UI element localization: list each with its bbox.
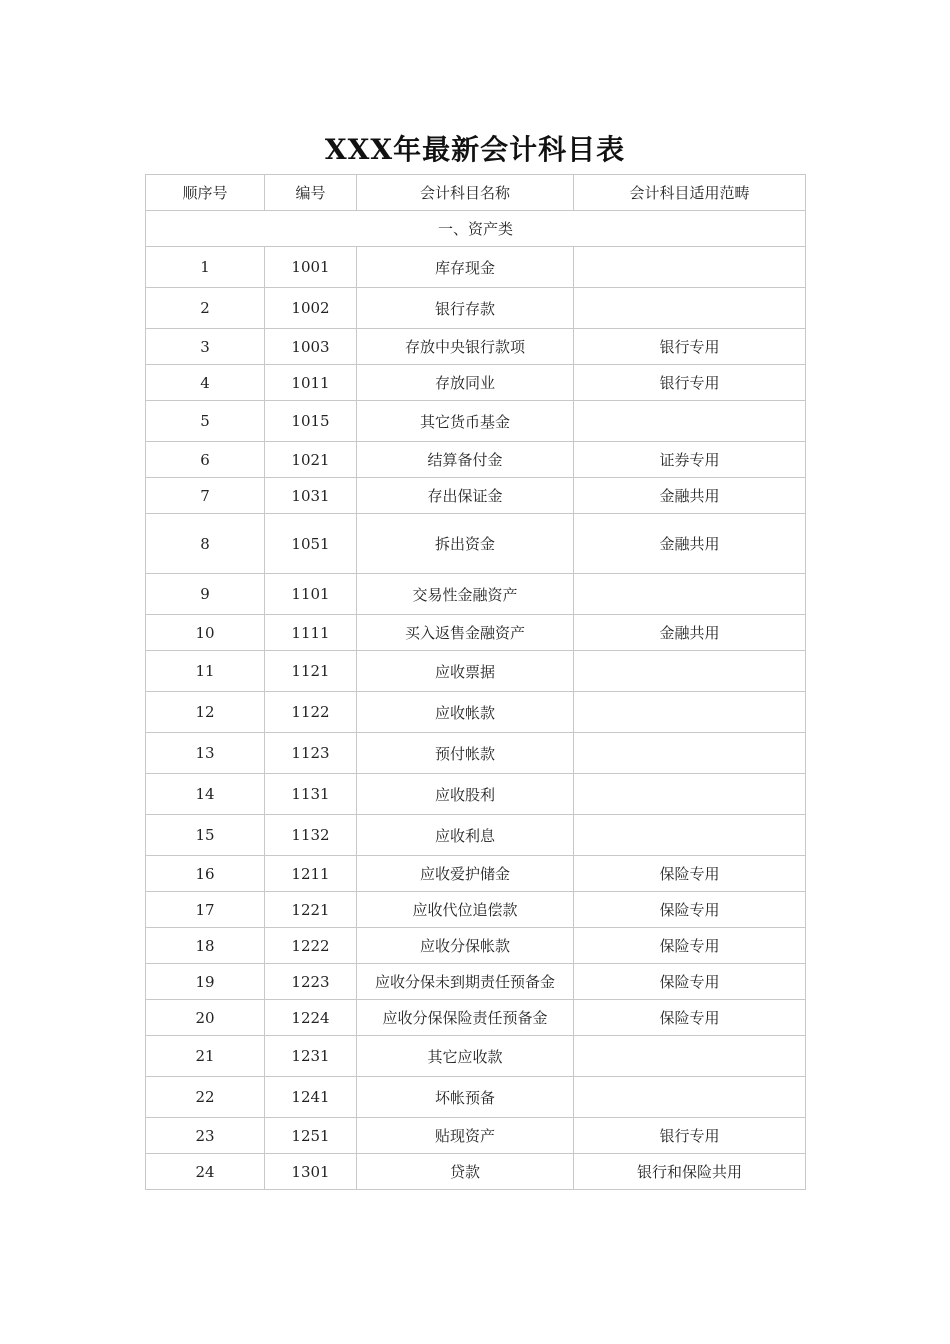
cell-scope xyxy=(574,288,806,329)
table-row xyxy=(146,329,806,365)
table-row xyxy=(146,1000,806,1036)
cell-code: 1132 xyxy=(265,815,357,856)
table-row xyxy=(146,365,806,401)
cell-name: 坏帐预备 xyxy=(357,1077,574,1118)
cell-code: 1241 xyxy=(265,1077,357,1118)
cell-code: 1123 xyxy=(265,733,357,774)
cell-seq: 7 xyxy=(146,478,265,514)
table-row xyxy=(146,247,806,288)
cell-code: 1301 xyxy=(265,1154,357,1190)
cell-seq: 6 xyxy=(146,442,265,478)
cell-seq: 24 xyxy=(146,1154,265,1190)
table-row xyxy=(146,651,806,692)
cell-seq: 19 xyxy=(146,964,265,1000)
cell-name: 应收分保帐款 xyxy=(357,928,574,964)
header-scope: 会计科目适用范畴 xyxy=(574,175,806,211)
cell-seq: 16 xyxy=(146,856,265,892)
table-row xyxy=(146,892,806,928)
cell-name: 其它应收款 xyxy=(357,1036,574,1077)
cell-seq: 18 xyxy=(146,928,265,964)
cell-name: 应收分保保险责任预备金 xyxy=(357,1000,574,1036)
cell-seq: 23 xyxy=(146,1118,265,1154)
cell-scope xyxy=(574,733,806,774)
cell-code: 1122 xyxy=(265,692,357,733)
table-row xyxy=(146,733,806,774)
cell-seq: 11 xyxy=(146,651,265,692)
table-row xyxy=(146,288,806,329)
cell-name: 交易性金融资产 xyxy=(357,574,574,615)
cell-seq: 1 xyxy=(146,247,265,288)
cell-code: 1021 xyxy=(265,442,357,478)
table-row xyxy=(146,574,806,615)
cell-code: 1111 xyxy=(265,615,357,651)
cell-name: 存放同业 xyxy=(357,365,574,401)
cell-seq: 4 xyxy=(146,365,265,401)
table-row xyxy=(146,692,806,733)
table-row xyxy=(146,856,806,892)
accounts-table xyxy=(145,174,806,1190)
section-row xyxy=(146,211,806,247)
cell-name: 库存现金 xyxy=(357,247,574,288)
cell-scope: 银行专用 xyxy=(574,1118,806,1154)
cell-seq: 21 xyxy=(146,1036,265,1077)
cell-scope: 金融共用 xyxy=(574,478,806,514)
cell-name: 应收帐款 xyxy=(357,692,574,733)
cell-name: 存放中央银行款项 xyxy=(357,329,574,365)
cell-name: 拆出资金 xyxy=(357,514,574,574)
cell-name: 银行存款 xyxy=(357,288,574,329)
cell-scope: 银行专用 xyxy=(574,329,806,365)
cell-scope xyxy=(574,401,806,442)
cell-scope xyxy=(574,774,806,815)
header-seq: 顺序号 xyxy=(146,175,265,211)
cell-scope xyxy=(574,651,806,692)
cell-name: 应收股利 xyxy=(357,774,574,815)
cell-seq: 9 xyxy=(146,574,265,615)
cell-seq: 8 xyxy=(146,514,265,574)
cell-name: 买入返售金融资产 xyxy=(357,615,574,651)
cell-scope: 银行专用 xyxy=(574,365,806,401)
cell-seq: 15 xyxy=(146,815,265,856)
table-row xyxy=(146,928,806,964)
table-row xyxy=(146,401,806,442)
cell-code: 1211 xyxy=(265,856,357,892)
cell-name: 应收票据 xyxy=(357,651,574,692)
cell-code: 1222 xyxy=(265,928,357,964)
header-name: 会计科目名称 xyxy=(357,175,574,211)
table-row xyxy=(146,1118,806,1154)
cell-seq: 3 xyxy=(146,329,265,365)
cell-scope: 保险专用 xyxy=(574,1000,806,1036)
table-row xyxy=(146,615,806,651)
cell-name: 贴现资产 xyxy=(357,1118,574,1154)
cell-scope: 保险专用 xyxy=(574,892,806,928)
cell-seq: 17 xyxy=(146,892,265,928)
cell-code: 1231 xyxy=(265,1036,357,1077)
table-row xyxy=(146,815,806,856)
cell-name: 预付帐款 xyxy=(357,733,574,774)
table-row xyxy=(146,514,806,574)
table-row xyxy=(146,1036,806,1077)
cell-code: 1051 xyxy=(265,514,357,574)
cell-code: 1101 xyxy=(265,574,357,615)
cell-seq: 22 xyxy=(146,1077,265,1118)
table-row xyxy=(146,478,806,514)
table-row xyxy=(146,1077,806,1118)
header-code: 编号 xyxy=(265,175,357,211)
cell-code: 1003 xyxy=(265,329,357,365)
cell-seq: 14 xyxy=(146,774,265,815)
cell-code: 1251 xyxy=(265,1118,357,1154)
cell-code: 1001 xyxy=(265,247,357,288)
table-header-row xyxy=(146,175,806,211)
cell-seq: 13 xyxy=(146,733,265,774)
cell-code: 1015 xyxy=(265,401,357,442)
cell-seq: 5 xyxy=(146,401,265,442)
cell-seq: 12 xyxy=(146,692,265,733)
cell-name: 应收利息 xyxy=(357,815,574,856)
cell-scope xyxy=(574,574,806,615)
cell-name: 结算备付金 xyxy=(357,442,574,478)
cell-scope xyxy=(574,1036,806,1077)
cell-scope xyxy=(574,1077,806,1118)
cell-scope: 证券专用 xyxy=(574,442,806,478)
cell-name: 应收分保未到期责任预备金 xyxy=(357,964,574,1000)
cell-code: 1031 xyxy=(265,478,357,514)
page-title: XXX年最新会计科目表 xyxy=(324,133,626,166)
cell-seq: 20 xyxy=(146,1000,265,1036)
cell-seq: 10 xyxy=(146,615,265,651)
cell-name: 应收代位追偿款 xyxy=(357,892,574,928)
cell-scope: 保险专用 xyxy=(574,964,806,1000)
cell-name: 应收爱护储金 xyxy=(357,856,574,892)
cell-seq: 2 xyxy=(146,288,265,329)
table-row xyxy=(146,442,806,478)
cell-scope: 金融共用 xyxy=(574,514,806,574)
cell-code: 1223 xyxy=(265,964,357,1000)
cell-name: 存出保证金 xyxy=(357,478,574,514)
cell-scope xyxy=(574,247,806,288)
cell-name: 贷款 xyxy=(357,1154,574,1190)
cell-code: 1002 xyxy=(265,288,357,329)
cell-scope xyxy=(574,692,806,733)
table-row xyxy=(146,964,806,1000)
table-row xyxy=(146,774,806,815)
cell-scope: 保险专用 xyxy=(574,928,806,964)
cell-code: 1131 xyxy=(265,774,357,815)
section-label: 一、资产类 xyxy=(146,211,806,247)
cell-scope: 银行和保险共用 xyxy=(574,1154,806,1190)
cell-code: 1224 xyxy=(265,1000,357,1036)
cell-code: 1011 xyxy=(265,365,357,401)
cell-code: 1121 xyxy=(265,651,357,692)
table-row xyxy=(146,1154,806,1190)
cell-scope xyxy=(574,815,806,856)
cell-code: 1221 xyxy=(265,892,357,928)
cell-scope: 保险专用 xyxy=(574,856,806,892)
cell-scope: 金融共用 xyxy=(574,615,806,651)
cell-name: 其它货币基金 xyxy=(357,401,574,442)
